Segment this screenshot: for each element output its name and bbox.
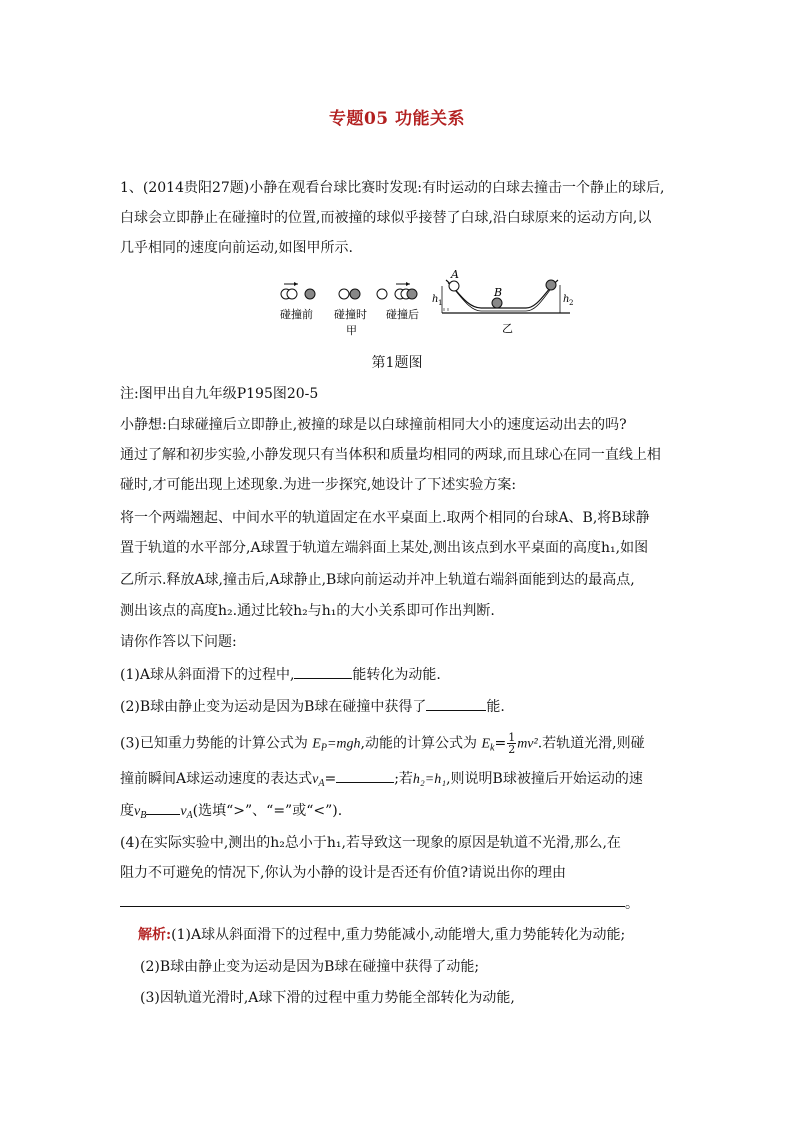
- formula-ep-rhs: =mgh: [326, 736, 361, 752]
- question-3-line-1: [120, 732, 680, 759]
- label-h2: h: [563, 294, 570, 305]
- q3-velocity-blank[interactable]: [336, 768, 394, 783]
- question-2: [120, 696, 680, 717]
- analysis-text-1: (1)A球从斜面滑下的过程中,重力势能减小,动能增大,重力势能转化为动能;: [171, 927, 626, 943]
- vb-sub: B: [140, 810, 147, 821]
- question-4-line-1: (4)在实际实验中,测出的h₂总小于h₁,若导致这一现象的原因是轨道不光滑,那么,在: [120, 835, 621, 851]
- track-diagram: [442, 280, 570, 313]
- formula-ek-rhs: mv²: [517, 736, 538, 752]
- fraction-half: [507, 732, 516, 755]
- q4-end-mark: 。: [625, 896, 639, 912]
- label-jia: 甲: [346, 324, 357, 337]
- question-4-line-2: 阻力不可避免的情况下,你认为小静的设计是否还有价值?请说出你的理由: [120, 865, 566, 881]
- h2-eq-h1: h₂=h₁: [412, 772, 447, 787]
- q2-answer-blank[interactable]: [426, 696, 486, 711]
- intro-line-1: 1、(2014贵阳27题)小静在观看台球比赛时发现:有时运动的白球去撞击一个静止的球后,: [120, 180, 665, 196]
- before-collision: [281, 282, 315, 299]
- collision-diagram: [276, 268, 576, 340]
- fraction-denominator: 2: [508, 743, 516, 756]
- vb-symbol: v: [134, 804, 141, 819]
- q3-line2-mid: ;若: [394, 771, 413, 787]
- label-ball-a: A: [451, 268, 459, 281]
- label-before: 碰撞前: [280, 308, 313, 321]
- note: 注:图甲出自九年级P195图20-5: [120, 386, 319, 402]
- va-symbol-2: v: [180, 804, 187, 819]
- analysis-line-1: [138, 925, 698, 945]
- va-sub-2: A: [186, 810, 193, 821]
- q1-answer-blank[interactable]: [294, 664, 352, 679]
- va-sub: A: [318, 778, 325, 789]
- q3-line2-prefix: 撞前瞬间A球运动速度的表达式: [120, 771, 313, 787]
- label-h1: h: [432, 294, 439, 305]
- paragraph-2: 通过了解和初步实验,小静发现只有当体积和质量均相同的两球,而且球心在同一直线上相: [120, 447, 661, 463]
- intro-line-3: 几乎相同的速度向前运动,如图甲所示.: [120, 240, 353, 256]
- label-h1-sub: 1: [438, 299, 443, 307]
- paragraph-1: 小静想:白球碰撞后立即静止,被撞的球是以白球撞前相同大小的速度运动出去的吗?: [120, 417, 627, 433]
- q1-prefix: (1)A球从斜面滑下的过程中,: [120, 667, 295, 683]
- label-yi: 乙: [502, 322, 513, 335]
- q2-prefix: (2)B球由静止变为运动是因为B球在碰撞中获得了: [120, 699, 427, 715]
- paragraph-7: 测出该点的高度h₂.通过比较h₂与h₁的大小关系即可作出判断.: [120, 603, 495, 619]
- page-title: 专题05 功能关系: [328, 109, 466, 129]
- paragraph-3: 碰时,才可能出现上述现象.为进一步探究,她设计了下述实验方案:: [120, 477, 517, 493]
- after-collision: [377, 282, 417, 299]
- question-3-line-2: [120, 768, 680, 794]
- q1-suffix: 能转化为动能.: [352, 667, 441, 683]
- analysis-label: 解析:: [138, 927, 172, 943]
- formula-ek-sub: k: [490, 742, 495, 754]
- analysis-line-2: (2)B球由静止变为运动是因为B球在碰撞中获得了动能;: [140, 959, 480, 975]
- formula-ek: E: [481, 736, 490, 752]
- during-collision: [339, 289, 360, 299]
- formula-ep: E: [312, 736, 321, 752]
- q3-compare-blank[interactable]: [146, 800, 180, 815]
- label-ball-b: B: [494, 286, 503, 299]
- paragraph-5: 置于轨道的水平部分,A球置于轨道左端斜面上某处,测出该点到水平桌面的高度h₁,如图: [120, 540, 649, 556]
- intro-line-2: 白球会立即静止在碰撞时的位置,而被撞的球似乎接替了白球,沿白球原来的运动方向,以: [120, 210, 652, 226]
- paragraph-8: 请你作答以下问题:: [120, 634, 237, 650]
- formula-ek-eq: =: [494, 735, 507, 752]
- figure-caption: 第1题图: [371, 355, 423, 371]
- fraction-numerator: 1: [508, 731, 516, 744]
- label-h2-sub: 2: [569, 299, 574, 307]
- figure-1: [276, 268, 576, 340]
- q3-line3-suffix: (选填“>”、“=”或“<”).: [192, 803, 343, 819]
- question-3-line-3: [120, 800, 680, 826]
- q3-part3: .若轨道光滑,则碰: [537, 735, 645, 752]
- va-symbol: v: [312, 772, 319, 787]
- analysis-line-3: (3)因轨道光滑时,A球下滑的过程中重力势能全部转化为动能,: [140, 990, 515, 1006]
- va-eq: =: [324, 771, 337, 787]
- q3-line2-suffix: ,则说明B球被撞后开始运动的速: [446, 771, 643, 787]
- q3-line3-prefix: 度: [120, 803, 134, 819]
- q2-suffix: 能.: [486, 699, 505, 715]
- q3-part2: ,动能的计算公式为: [360, 735, 477, 752]
- paragraph-4: 将一个两端翘起、中间水平的轨道固定在水平桌面上.取两个相同的台球A、B,将B球静: [120, 510, 650, 526]
- paragraph-6: 乙所示.释放A球,撞击后,A球静止,B球向前运动并冲上轨道右端斜面能到达的最高点,: [120, 572, 635, 588]
- q4-answer-line[interactable]: [120, 906, 625, 907]
- formula-ep-sub: P: [320, 742, 327, 754]
- question-1: [120, 664, 680, 685]
- label-during: 碰撞时: [334, 308, 367, 321]
- label-after: 碰撞后: [386, 308, 419, 321]
- q3-part1: (3)已知重力势能的计算公式为: [120, 735, 308, 752]
